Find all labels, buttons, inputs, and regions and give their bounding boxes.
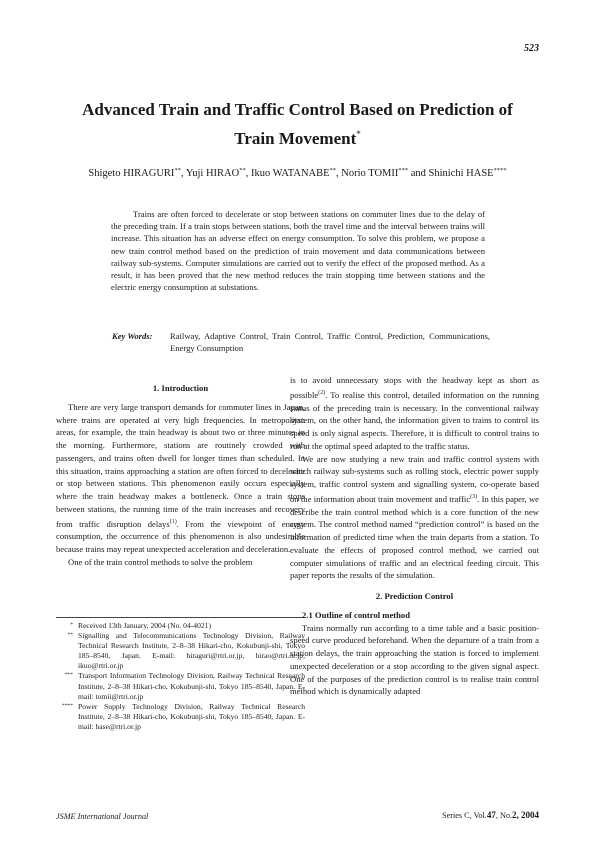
intro-p2-end: . To realise this control, detailed information on the running status of the preceding train is necessary. In the conventional railway system, on the other hand, the information given to trains to control its speed is only signal aspects. Therefore, it is difficult to control trains to run at the optimal speed adapted to the traffic status. [290, 389, 539, 451]
intro-paragraph-2-start: One of the train control methods to solve the problem [68, 556, 253, 567]
journal-name: JSME International Journal [56, 812, 149, 821]
left-column [56, 374, 305, 569]
author-mark: *** [398, 167, 409, 174]
subsection-2-1-heading: 2.1 Outline of control method [302, 609, 410, 620]
title-line-2-text: Train Movement [234, 129, 357, 148]
right-column [290, 374, 539, 698]
footnote [56, 702, 305, 732]
title-footnote-mark: * [356, 129, 361, 139]
footnote-text: Received 13th January, 2004 (No. 04-4021) [78, 621, 211, 630]
intro-paragraph-1 [56, 401, 305, 556]
author-name: Norio TOMII [341, 168, 399, 179]
author-list [30, 167, 565, 179]
footnote-text: Signalling and Telecommunications Technology Division, Railway Technical Research Institute, 2–8–38 Hikari-cho, Kokubunji-shi, Tokyo 185–8540, Japan. E-mail: hiraguri@rtri.or.jp, hirao@rtri.or.jp, ikuo@rtri.or.jp [78, 631, 305, 671]
section-2-heading: 2. Prediction Control [375, 591, 454, 601]
keywords [112, 330, 490, 354]
keywords-label: Key Words: [112, 331, 153, 341]
reference-mark: (2) [318, 389, 326, 396]
title-line-1: Advanced Train and Traffic Control Based on Prediction of [82, 100, 513, 119]
footnotes [56, 617, 305, 732]
title-line-2 [40, 122, 555, 151]
intro-p3-text: We are now studying a new train and traffic control system with which railway sub-systems such as rolling stock, electric power supply system, traffic control system and signalling system, co-operate based on the information about train movement and traffic [290, 453, 539, 504]
intro-paragraph-3 [290, 453, 539, 583]
footnote-mark: ** [67, 632, 73, 639]
section-2-paragraph-1: Trains normally run according to a time table and a basic position-speed curve produced beforehand. When the departure of a train from a station delays, the train approaching the station is forced to implement unexpected deceleration or a stop according to the given signal aspect. One of the purposes of the prediction control is to realise train control method which is dynamically adapted [290, 622, 539, 697]
footnote-mark: * [70, 622, 73, 628]
issue-label: , No. [495, 811, 512, 820]
page-number: 523 [524, 43, 539, 54]
author-separator: , [180, 168, 186, 179]
author-separator: and [408, 168, 429, 179]
footnote-text: Transport Information Technology Division, Railway Technical Research Institute, 2–8–38 Hikari-cho, Kokubunji-shi, Tokyo 185–8540, Japan. E-mail: tomii@rtri.or.jp [78, 671, 305, 701]
author-name: Yuji HIRAO [185, 168, 240, 179]
author-mark: ** [239, 167, 246, 174]
author-mark: ** [174, 167, 181, 174]
author-separator: , [336, 168, 342, 179]
author-mark: **** [493, 167, 507, 174]
intro-p2-text: is to avoid unnecessary stops with the headway kept as short as possible [290, 375, 539, 400]
footnote [56, 671, 305, 701]
footnote-mark: **** [62, 702, 73, 709]
reference-mark: (1) [169, 518, 177, 525]
intro-p1-end: . From the viewpoint of energy consumption, the occurrence of this phenomenon is also undesirable because trains may repeat unexpected acceleration and deceleration. [56, 518, 305, 554]
abstract: Trains are often forced to decelerate or stop between stations on commuter lines due to the delay of the preceding train. If a train stops between stations, both the travel time and the interval between trains will increase. This situation has an adverse effect on energy consumption. To solve this problem, we propose a new train control method based on the prediction of train movement and data communications between railway sub-systems. Computer simulations are carried out to verify the effect of the proposed method. As a result, it has been proved that the new method reduces the train stopping time between stations and the electric energy consumption at substations. [111, 209, 485, 293]
intro-p3-end: . In this paper, we describe the train control method which is a core function of the new system. The control method named “prediction control” is based on the information of predicted time when the train departs from a station. To evaluate the effects of proposed control method, we carried out computer simulations of traffic and an electrical feeding circuit. This paper reports the results of the simulation. [290, 493, 539, 581]
footnote-mark: *** [64, 672, 73, 679]
author-separator: , [245, 168, 251, 179]
volume-number: 47 [486, 810, 496, 820]
author-name: Shigeto HIRAGURI [88, 168, 175, 179]
author-name: Ikuo WATANABE [250, 168, 330, 179]
intro-paragraph-2-cont [290, 374, 539, 453]
footnote-text: Power Supply Technology Division, Railway Technical Research Institute, 2–8–38 Hikari-cho, Kokubunji-shi, Tokyo 185–8540, Japan. E-mail: hase@rtri.or.jp [78, 701, 305, 731]
keywords-list: Railway, Adaptive Control, Train Control, Traffic Control, Prediction, Communications, Energy Consumption [170, 331, 490, 354]
footnote [56, 631, 305, 671]
section-1-heading: 1. Introduction [152, 383, 209, 393]
series-info [442, 810, 539, 820]
author-mark: ** [329, 167, 337, 174]
reference-mark: (3) [470, 493, 478, 500]
year: , 2004 [516, 810, 539, 820]
paper-title [40, 98, 555, 151]
author-name: Shinichi HASE [428, 168, 494, 179]
footnote [56, 621, 305, 631]
series-label: Series C, Vol. [442, 811, 487, 820]
issue-number: 2 [512, 810, 517, 820]
intro-p1-text: There are very large transport demands for commuter lines in Japan, where trains are operated at very high frequencies. In metropolitan areas, for example, the train headway is about two or three minutes in the morning. Furthermore, stations are routinely crowded with passengers, and trains often dwell for longer times than scheduled. In this situation, trains approaching a station are often forced to decelerate or stop between stations. This phenomenon easily occurs especially where the train headway makes a bottleneck. Once a train stops between stations, the running time of the train increases and recovery from traffic disruption delays [56, 401, 305, 529]
